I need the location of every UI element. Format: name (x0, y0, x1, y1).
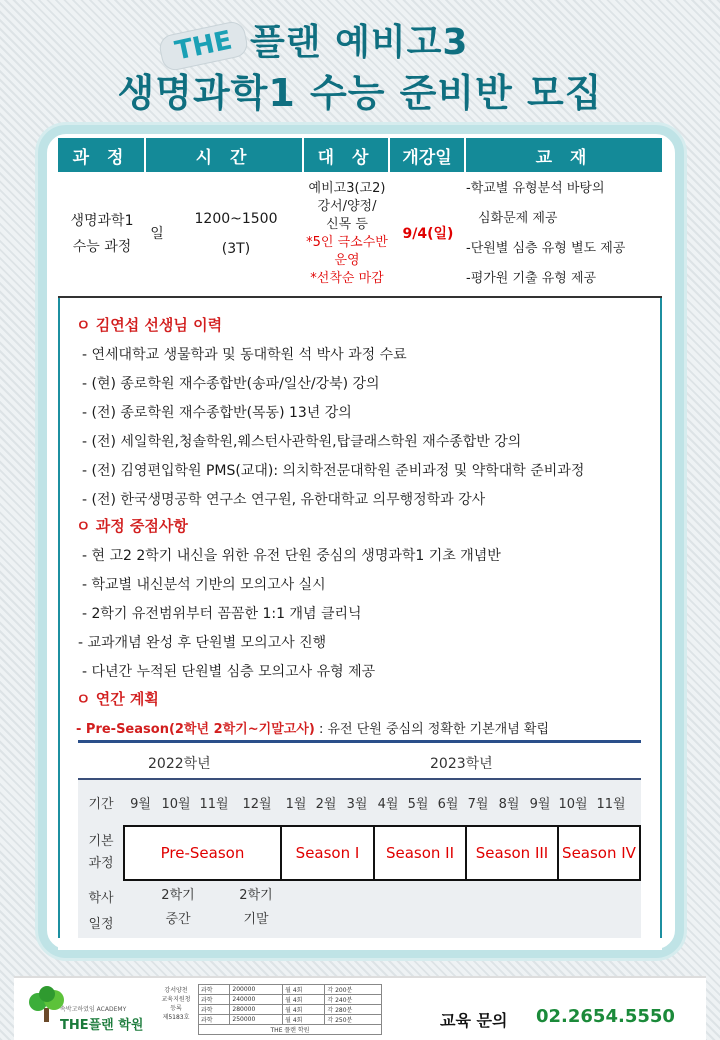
year-2022: 2022학년 (148, 756, 211, 772)
plan-section-title: ㅇ 연간 계획 (76, 690, 159, 708)
fee-cell: 200000 (230, 985, 283, 995)
focus-item: - 현 고2 2학기 내신을 위한 유전 단원 중심의 생명과학1 기초 개념반 (82, 548, 501, 564)
header-time: 시 간 (146, 138, 304, 172)
target-1: 예비고3(고2) (308, 181, 386, 196)
focus-item: - 학교별 내신분석 기반의 모의고사 실시 (82, 577, 326, 593)
exam-final (234, 884, 278, 932)
plan-note-red: - Pre-Season(2학년 2학기~기말고사) (76, 722, 315, 737)
header-course: 과 정 (58, 138, 146, 172)
month-cell: 5월 (407, 796, 429, 812)
exam-midterm (158, 884, 198, 932)
course-name (58, 172, 146, 296)
page-header (0, 0, 720, 118)
teacher-item: - 연세대학교 생물학과 및 동대학원 석 박사 과정 수료 (82, 347, 407, 363)
course-name-2: 수능 과정 (72, 239, 132, 255)
fee-row (199, 995, 382, 1005)
fee-row (199, 1015, 382, 1025)
course-target (304, 172, 390, 296)
year-2023: 2023학년 (430, 756, 493, 772)
month-cell: 12월 (242, 796, 272, 812)
season-2: Season II (375, 827, 467, 879)
month-cell: 2월 (315, 796, 337, 812)
target-note-3: *선착순 마감 (310, 271, 384, 286)
focus-item: - 교과개념 완성 후 단원별 모의고사 진행 (78, 635, 327, 651)
textbook-item: -평가원 기출 유형 제공 (466, 271, 597, 286)
fee-cell: 각 240분 (325, 995, 382, 1005)
fee-cell: 월 4회 (283, 1005, 325, 1015)
fee-table (198, 984, 382, 1035)
school-row-label-2: 일정 (88, 917, 114, 932)
fee-cell: 과학 (199, 985, 230, 995)
fee-footer: THE 플랜 학원 (199, 1025, 382, 1035)
period-label: 기간 (88, 796, 114, 812)
month-cell: 10월 (558, 796, 588, 812)
fee-cell: 과학 (199, 1005, 230, 1015)
target-2: 강서/양정/ (317, 199, 377, 214)
course-name-1: 생명과학1 (70, 213, 134, 229)
reg-line: 제5183호 (162, 1014, 190, 1021)
season-3: Season III (467, 827, 559, 879)
month-cell: 10월 (161, 796, 191, 812)
the-badge: THE (157, 19, 250, 72)
fee-cell: 280000 (230, 1005, 283, 1015)
textbook-list (466, 172, 662, 296)
teacher-item: - (현) 종로학원 재수종합반(송파/일산/강북) 강의 (82, 376, 380, 392)
fee-cell: 250000 (230, 1015, 283, 1025)
schedule-month-row (78, 778, 641, 824)
course-table-header (58, 138, 662, 172)
month-cell: 3월 (346, 796, 368, 812)
textbook-item: -단원별 심층 유형 별도 제공 (466, 241, 626, 256)
page-title-line2: 생명과학1 수능 준비반 모집 (117, 71, 603, 115)
season-1: Season I (282, 827, 375, 879)
time-sub: (3T) (221, 241, 251, 257)
teacher-item: - (전) 종로학원 재수종합반(목동) 13년 강의 (82, 405, 352, 421)
fee-row (199, 985, 382, 995)
exam-final-1: 2학기 (239, 888, 273, 903)
month-cell: 9월 (130, 796, 151, 812)
fee-cell: 240000 (230, 995, 283, 1005)
month-cell: 4월 (377, 796, 399, 812)
fee-cell: 각 280분 (325, 1005, 382, 1015)
exam-mid-2: 중간 (165, 912, 191, 927)
fee-cell: 월 4회 (283, 995, 325, 1005)
fee-cell: 월 4회 (283, 1015, 325, 1025)
course-row-label (78, 831, 124, 875)
course-row-label-2: 과정 (88, 856, 114, 871)
page-title-line1: 플랜 예비고3 (250, 22, 469, 63)
focus-item: - 2학기 유전범위부터 꼼꼼한 1:1 개념 클리닉 (82, 606, 362, 622)
focus-section-title: ㅇ 과정 중점사항 (76, 517, 188, 535)
month-cell: 6월 (437, 796, 459, 812)
school-row-label (78, 886, 124, 938)
contact-label: 교육 문의 (440, 1011, 508, 1030)
header-target: 대 상 (304, 138, 390, 172)
month-cell: 11월 (199, 796, 229, 812)
course-day: 일 (150, 226, 164, 242)
target-note-2: 운영 (334, 253, 360, 268)
teacher-item: - (전) 김영편입학원 PMS(교대): 의치학전문대학원 준비과정 및 약학대학 준비과정 (82, 463, 585, 479)
plan-note (76, 718, 549, 737)
target-note-1: *5인 극소수반 (306, 235, 388, 250)
month-cell: 8월 (498, 796, 520, 812)
season-4: Season IV (562, 844, 636, 862)
textbook-item: -학교별 유형분석 바탕의 (466, 181, 605, 196)
fee-row (199, 1025, 382, 1035)
reg-line: 교육지원청 (161, 996, 191, 1003)
reg-line: 강서양천 (164, 987, 188, 994)
fee-cell: 과학 (199, 1015, 230, 1025)
reg-line: 등록 (170, 1005, 182, 1012)
course-table-row (58, 172, 662, 298)
teacher-item: - (전) 세일학원,청솔학원,웨스턴사관학원,탑클래스학원 재수종합반 강의 (82, 434, 522, 450)
start-date: 9/4(일) (402, 226, 454, 242)
month-cell: 9월 (529, 796, 551, 812)
fee-cell: 각 200분 (325, 985, 382, 995)
time-range: 1200~1500 (194, 211, 278, 227)
focus-item: - 다년간 누적된 단원별 심층 모의고사 유형 제공 (82, 664, 376, 680)
exam-final-2: 기말 (243, 912, 269, 927)
schedule-year-row (78, 740, 641, 778)
teacher-section-title: ㅇ 김연섭 선생님 이력 (76, 316, 223, 334)
month-cell: 1월 (285, 796, 307, 812)
target-3: 신목 등 (326, 217, 368, 232)
season-pre: Pre-Season (125, 827, 282, 879)
course-time (168, 172, 304, 296)
month-cell: 11월 (596, 796, 626, 812)
logo-subtitle: 속박고하였임 ACADEMY (60, 1006, 127, 1013)
header-textbook: 교 재 (535, 147, 593, 168)
school-row-label-1: 학사 (88, 891, 114, 906)
fee-cell: 월 4회 (283, 985, 325, 995)
phone-number[interactable]: 02.2654.5550 (536, 1006, 675, 1027)
fee-cell: 과학 (199, 995, 230, 1005)
header-start: 개강일 (390, 138, 466, 172)
fee-row (199, 1005, 382, 1015)
textbook-item: 심화문제 제공 (478, 211, 558, 226)
registration-info (154, 986, 198, 1022)
teacher-item: - (전) 한국생명공학 연구소 연구원, 유한대학교 의무행정학과 강사 (82, 492, 486, 508)
exam-mid-1: 2학기 (161, 888, 195, 903)
seasons-bar (123, 825, 641, 881)
course-row-label-1: 기본 (88, 834, 114, 849)
logo-name: THE플랜 학원 (60, 1018, 144, 1033)
month-cell: 7월 (467, 796, 489, 812)
fee-cell: 각 250분 (325, 1015, 382, 1025)
plan-note-text: : 유전 단원 중심의 정확한 기본개념 확립 (314, 722, 550, 737)
